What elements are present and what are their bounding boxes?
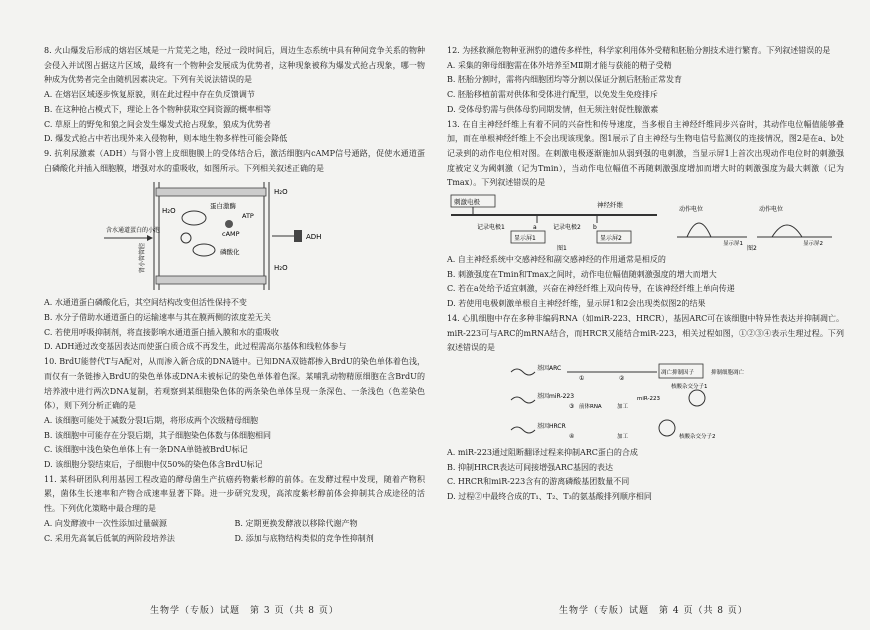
option-c: C. 采用先高氧后低氧的两阶段培养法 [44,533,175,543]
question-11 [44,473,425,547]
option-a: A. 向发酵液中一次性添加过量碳源 [44,518,167,528]
circle-4: ④ [569,432,575,440]
mirna-diagram [447,358,844,444]
screen2-label: 显示屏2 [600,235,622,243]
question-12 [447,44,844,118]
fig2-caption: 图2 [747,245,757,252]
vesicle-label: 含水通道蛋白的小泡 [106,227,161,235]
option-d: D. 添加与底物结构类似的竞争性抑制剂 [234,533,374,543]
process-label-1: 加工 [617,403,629,410]
adh-diagram [44,178,425,294]
hybrid2-label: 核酸杂交分子2 [679,433,716,440]
option-a: A. 自主神经系统中交感神经和副交感神经的作用通常是相反的 [447,255,666,265]
question-stem: 8. 火山爆发后形成的熔岩区域是一片荒芜之地，经过一段时间后，周边生态系统中具有种间竞争关系的物种会侵入并试图占据这片区域，最终有一个物种会发展成为优势者，这种现象被称为爆发式抢占现象，哪一物种成为优势者完全由随机因素决定。下列有关说法错误的是 [44,46,425,85]
option-b: B. 抑制HRCR表达可间接增强ARC基因的表达 [447,462,614,472]
question-stem: 12. 为拯救濒危物种亚洲豹的遗传多样性，科学家利用体外受精和胚胎分割技术进行繁育。下列叙述错误的是 [447,46,831,55]
option-d: D. 爆发式抢占中若出现外来入侵物种，则本地生物多样性可能会降低 [44,134,288,144]
gene-arc-label: 基因ARC [537,364,562,372]
question-13 [447,118,844,312]
option-a: A. 水通道蛋白磷酸化后，其空间结构改变但活性保持不变 [44,298,247,308]
point-a: a [533,224,537,232]
potential-label-1: 动作电位 [679,206,704,214]
option-b: B. 刺激强度在Tmin和Tmax之间时，动作电位幅值随刺激强度的增大而增大 [447,269,717,279]
question-stem: 9. 抗利尿激素（ADH）与肾小管上皮细胞膜上的受体结合后，激活细胞内cAMP信号通路，促使水通道蛋白磷酸化并插入细胞膜，增强对水的重吸收，如图所示。下列相关叙述正确的是 [44,148,425,173]
option-c: C. 胚胎移植前需对供体和受体进行配型，以免发生免疫排斥 [447,90,658,100]
option-d: D. 若使用电极刺激单根自主神经纤维，显示屏1和2会出现类似图2的结果 [447,299,706,309]
option-b: B. 胚胎分割时，需将内细胞团均等分割以保证分割后胚胎正常发育 [447,75,682,85]
question-stem: 10. BrdU能替代T与A配对，从而渗入新合成的DNA链中。已知DNA双链都掺入BrdU的染色单体着色浅，而仅有一条链掺入BrdU的染色单体或DNA未被标记的染色单体着色深。某哺乳动物精原细胞在含BrdU的培养液中进行两次DNA复制，若观察到某细胞染色体的两条染色单体呈现一条深色、一条浅色（色差染色体），则下列分析正确的是 [44,357,425,411]
question-stem: 13. 在自主神经纤维上有着不同的兴奋性和传导速度，当多根自主神经纤维同步兴奋时，其动作电位幅值能够叠加，而在单根神经纤维上不会出现该现象。图1展示了自主神经与生物电信号监测仪的连接情况，图2是在a、b处记录到的动作电位相对图。在刺激电极逐渐施加从弱到强的电刺激，当显示屏1上首次出现动作电位时的刺激强度被定义为阈刺激（记为Tmin），当动作电位幅值不再随刺激强度增加而增大时的刺激强度为最大刺激（记为Tmax）。下列叙述错误的是 [447,119,844,188]
page-footer: 生物学（专版）试题 第 4 页（共 8 页） [559,606,748,616]
nerve-recording-diagram [447,193,844,251]
question-8 [44,44,425,147]
apoptosis-label: 抑制细胞凋亡 [711,369,745,376]
question-10 [44,355,425,473]
tubule-lumen-label: 肾小管管腔 [139,243,146,274]
question-stem: 14. 心肌细胞中存在多种非编码RNA（如miR-223、HRCR），基因ARC可在该细胞中特异性表达并抑制凋亡。miR-223可与ARC的mRNA结合，而HRCR又能结合miR-223，相关过程如图，①②③④表示生理过程。下列叙述错误的是 [447,313,844,353]
option-b: B. 该细胞中可能存在分裂后期，其子细胞染色体数与体细胞相同 [44,430,271,440]
option-c: C. 该细胞中浅色染色单体上有一条DNA单链被BrdU标记 [44,445,248,455]
option-d: D. 过程②中最终合成的T₁、T₂、T₃的氨基酸排列顺序相同 [447,492,652,502]
circle-1: ① [579,374,585,382]
atp-label: ATP [242,212,254,221]
process-label-2: 加工 [617,433,629,440]
h2o-bottom-right: H₂O [274,264,288,273]
stim-electrode-label: 刺激电极 [454,198,480,207]
circle-2: ② [619,374,625,382]
gene-hrcr-label: 基因HRCR [537,422,566,430]
option-c: C. 若使用呼吸抑制剂，将直接影响水通道蛋白插入膜和水的重吸收 [44,327,279,337]
option-c: C. 若在a处给予适宜刺激，兴奋在神经纤维上双向传导，在该神经纤维上单向传递 [447,284,735,294]
fig2-screen1: 显示屏1 [723,241,743,248]
mature-mir-label: miR-223 [637,395,660,402]
pre-rna-label: 前体RNA [579,403,602,410]
option-d: D. ADH通过改变基因表达而使蛋白质合成不再发生，此过程需高尔基体和线粒体参与 [44,342,347,352]
question-9 [44,147,425,355]
camp-label: cAMP [222,230,240,239]
protein-label: 凋亡抑制因子 [661,369,695,376]
rec1-label: 记录电极1 [477,224,505,232]
gene-mir-label: 基因miR-223 [537,392,575,400]
adh-label: ADH [306,233,322,242]
question-14 [447,312,844,505]
option-a: A. 在熔岩区域逐步恢复原貌，则在此过程中存在负反馈调节 [44,90,255,100]
option-b: B. 定期更换发酵液以移除代谢产物 [234,518,358,528]
option-d: D. 受体母豹需与供体母豹同期发情，但无须注射促性腺激素 [447,104,659,114]
option-b: B. 水分子借助水通道蛋白的运输速率与其在膜两侧的浓度差无关 [44,313,271,323]
phosphorylation-label: 磷酸化 [220,248,240,257]
rec2-label: 记录电极2 [553,224,581,232]
option-a: A. miR-223通过阻断翻译过程来抑制ARC蛋白的合成 [447,447,638,457]
option-a: A. 采集的卵母细胞需在体外培养至MⅡ期才能与获能的精子受精 [447,60,672,70]
right-page [435,0,870,630]
option-c: C. HRCR和miR-223含有的游离磷酸基团数量不同 [447,477,630,487]
page-footer: 生物学（专版）试题 第 3 页（共 8 页） [150,606,339,616]
protein-kinase-label: 蛋白激酶 [210,202,236,211]
option-c: C. 草原上的野兔和狼之间会发生爆发式抢占现象，狼成为优势者 [44,119,271,129]
option-a: A. 该细胞可能处于减数分裂Ⅰ后期，将形成两个次级精母细胞 [44,415,259,425]
fig1-caption: 图1 [557,245,567,252]
h2o-top-right: H₂O [274,188,288,197]
screen1-label: 显示屏1 [514,235,536,243]
hybrid1-label: 核酸杂交分子1 [671,383,708,390]
h2o-left: H₂O [162,207,176,216]
option-b: B. 在这种抢占模式下，理论上各个物种获取空间资源的概率相等 [44,104,271,114]
potential-label-2: 动作电位 [759,206,784,214]
fig2-screen2: 显示屏2 [803,241,823,248]
point-b: b [593,224,597,232]
option-d: D. 该细胞分裂结束后，子细胞中仅50%的染色体含BrdU标记 [44,460,263,470]
nerve-label: 神经纤维 [597,201,623,210]
circle-3: ③ [569,402,575,410]
question-stem: 11. 某科研团队利用基因工程改造的酵母菌生产抗癌药物紫杉醇的前体。在发酵过程中发现，随着产物积累，菌体生长速率和产物合成速率显著下降。进一步研究发现，高浓度紫杉醇前体会抑制其合成途径的活性。下列优化策略中最合理的是 [44,474,425,514]
